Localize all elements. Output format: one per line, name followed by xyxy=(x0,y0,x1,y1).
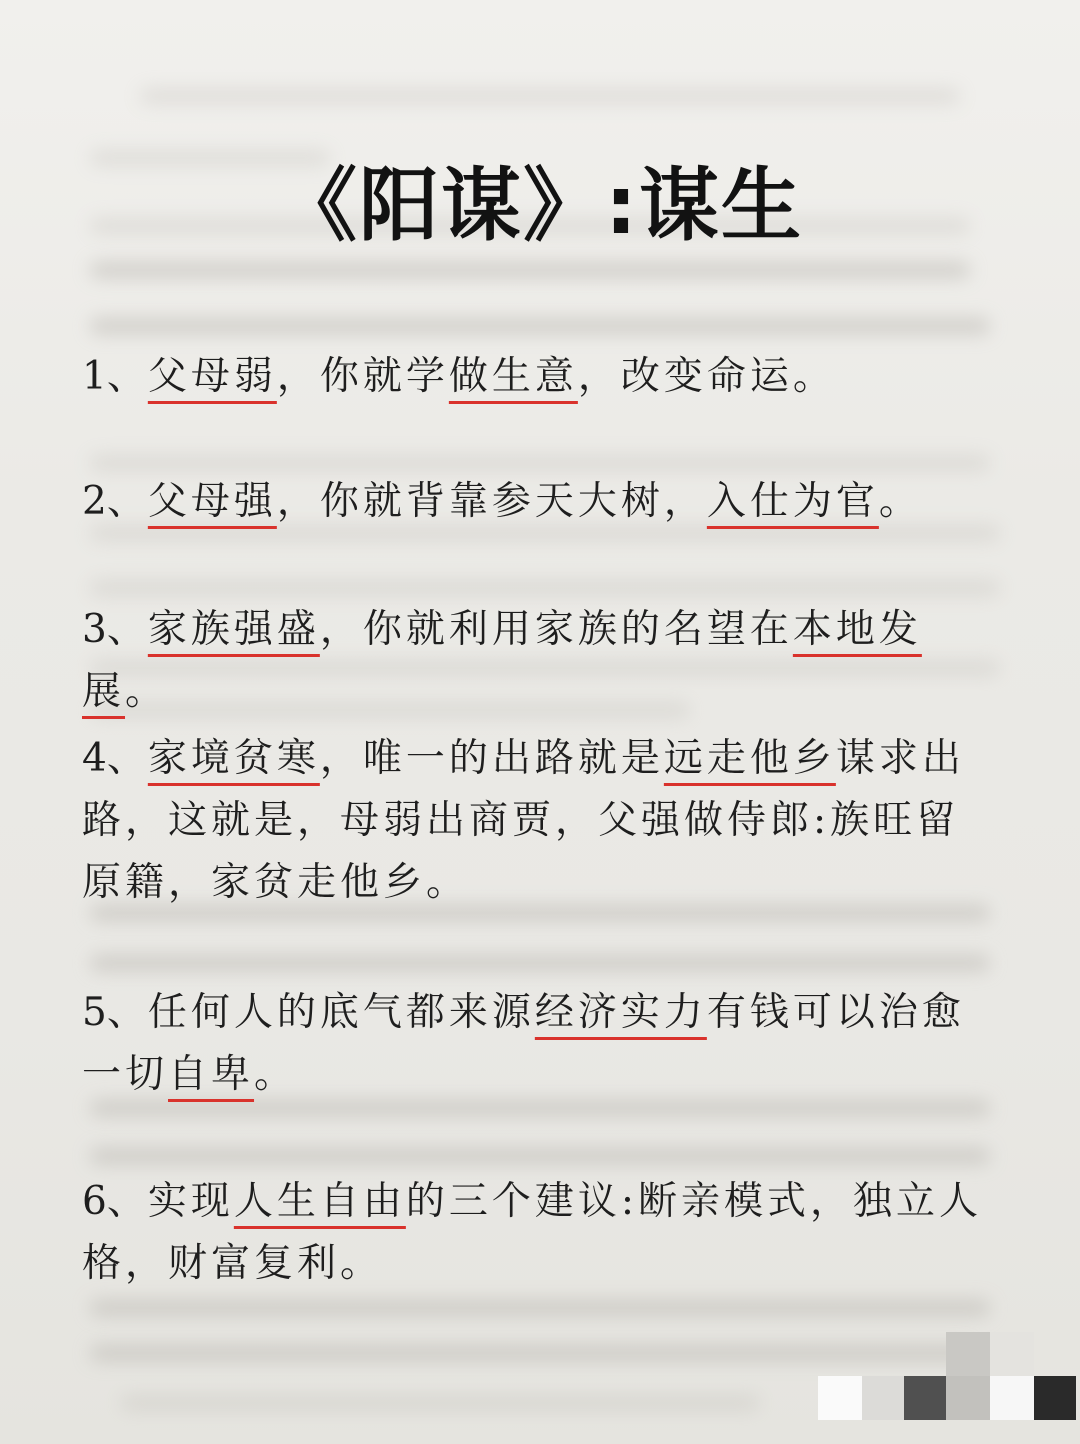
item-number: 6、 xyxy=(82,1179,146,1224)
blurred-background-text xyxy=(90,955,990,971)
underlined-phrase: 经济实力 xyxy=(534,990,707,1035)
item-text: ，你就背靠参天大树， xyxy=(276,479,707,524)
underlined-phrase: 做生意 xyxy=(448,354,578,399)
watermark-mosaic xyxy=(990,1376,1034,1420)
blurred-background-text xyxy=(90,455,990,471)
blurred-background-text xyxy=(90,1345,970,1361)
watermark-mosaic xyxy=(946,1376,990,1420)
blurred-background-text xyxy=(90,580,1000,596)
underlined-phrase: 远走他乡 xyxy=(663,736,836,781)
underlined-phrase: 父母弱 xyxy=(147,354,277,399)
item-number: 5、 xyxy=(82,990,146,1035)
item-number: 4、 xyxy=(82,736,146,781)
item-text: 。 xyxy=(125,669,169,714)
page-title: 《阳谋》:谋生 xyxy=(277,159,803,252)
watermark-mosaic xyxy=(990,1332,1034,1376)
item-text: ，你就学 xyxy=(276,354,449,399)
blurred-background-text xyxy=(140,88,960,104)
watermark-mosaic xyxy=(946,1332,990,1376)
watermark-mosaic xyxy=(818,1376,862,1420)
list-item xyxy=(82,471,1002,533)
list-item xyxy=(82,1171,1002,1295)
underlined-phrase: 入仕为官 xyxy=(706,479,879,524)
blurred-background-text xyxy=(120,1395,760,1411)
item-text: 的三个建议:断亲模式，独立人格，财富复利。 xyxy=(82,1179,982,1286)
item-text: 谋求出路，这就是，母弱出商贾，父强做侍郎:族旺留原籍，家贫走他乡。 xyxy=(82,736,965,905)
blurred-background-text xyxy=(90,318,990,334)
list-item xyxy=(82,728,1002,914)
watermark-mosaic xyxy=(1034,1376,1076,1420)
underlined-phrase: 父母强 xyxy=(147,479,277,524)
underlined-phrase: 本地发展 xyxy=(82,607,922,714)
item-text: 有钱可以治愈一切 xyxy=(82,990,965,1097)
underlined-phrase: 自卑 xyxy=(168,1052,255,1097)
list-item xyxy=(82,599,1002,723)
item-text: 。 xyxy=(878,479,922,524)
list-item xyxy=(82,982,1002,1106)
watermark-mosaic xyxy=(904,1376,946,1420)
blurred-background-text xyxy=(90,262,970,278)
underlined-phrase: 家境贫寒 xyxy=(147,736,320,781)
item-number: 3、 xyxy=(82,607,146,652)
item-number: 1、 xyxy=(82,354,146,399)
underlined-phrase: 家族强盛 xyxy=(147,607,320,652)
item-text: ，改变命运。 xyxy=(577,354,836,399)
blurred-background-text xyxy=(90,1148,990,1164)
item-text: 。 xyxy=(254,1052,298,1097)
watermark-mosaic xyxy=(862,1376,904,1420)
item-text: 任何人的底气都来源 xyxy=(147,990,535,1035)
blurred-background-text xyxy=(90,1300,990,1316)
item-text: ，你就利用家族的名望在 xyxy=(319,607,793,652)
item-text: 实现 xyxy=(147,1179,234,1224)
underlined-phrase: 人生自由 xyxy=(233,1179,406,1224)
list-item xyxy=(82,346,1002,408)
item-text: ，唯一的出路就是 xyxy=(319,736,664,781)
item-number: 2、 xyxy=(82,479,146,524)
